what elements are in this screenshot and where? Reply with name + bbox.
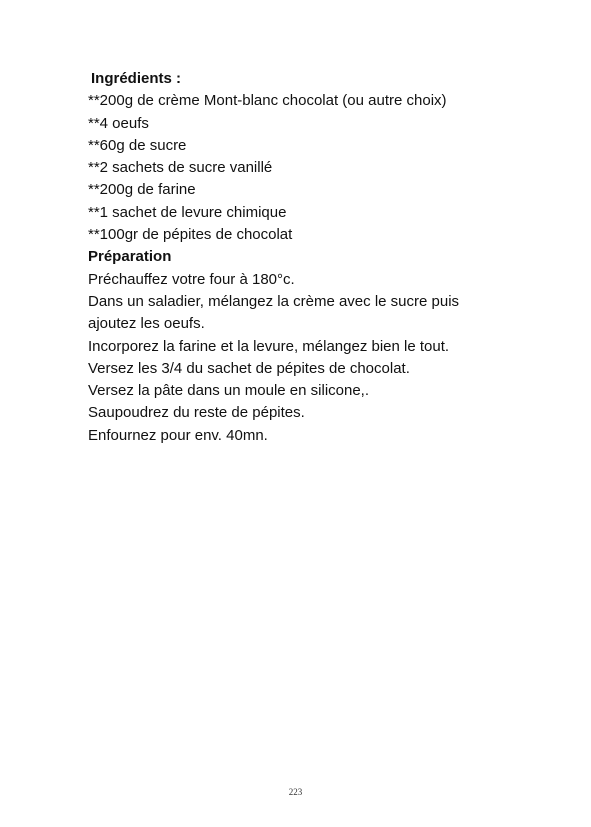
ingredient-item: **4 oeufs <box>88 114 149 132</box>
page-number: 223 <box>288 787 303 797</box>
preparation-step: Versez la pâte dans un moule en silicone,. <box>88 382 370 400</box>
ingredient-item: **200g de crème Mont-blanc chocolat (ou autre choix) <box>88 92 447 110</box>
recipe-content <box>88 68 528 447</box>
ingredient-item: **100gr de pépites de chocolat <box>88 226 293 244</box>
ingredient-item: **200g de farine <box>88 181 196 199</box>
ingredient-item: **60g de sucre <box>88 136 187 154</box>
preparation-step: Incorporez la farine et la levure, mélangez bien le tout. <box>88 337 450 355</box>
ingredient-item: **2 sachets de sucre vanillé <box>88 159 273 177</box>
preparation-step: Versez les 3/4 du sachet de pépites de chocolat. <box>88 359 410 377</box>
ingredients-list <box>88 90 528 246</box>
preparation-step: Dans un saladier, mélangez la crème avec le sucre puis ajoutez les oeufs. <box>88 292 460 333</box>
preparation-step: Enfournez pour env. 40mn. <box>88 426 268 444</box>
preparation-steps <box>88 269 528 447</box>
ingredient-item: **1 sachet de levure chimique <box>88 203 287 221</box>
ingredients-heading: Ingrédients : <box>91 70 182 87</box>
preparation-step: Saupoudrez du reste de pépites. <box>88 404 305 422</box>
preparation-heading: Préparation <box>88 248 172 266</box>
preparation-step: Préchauffez votre four à 180°c. <box>88 270 295 288</box>
